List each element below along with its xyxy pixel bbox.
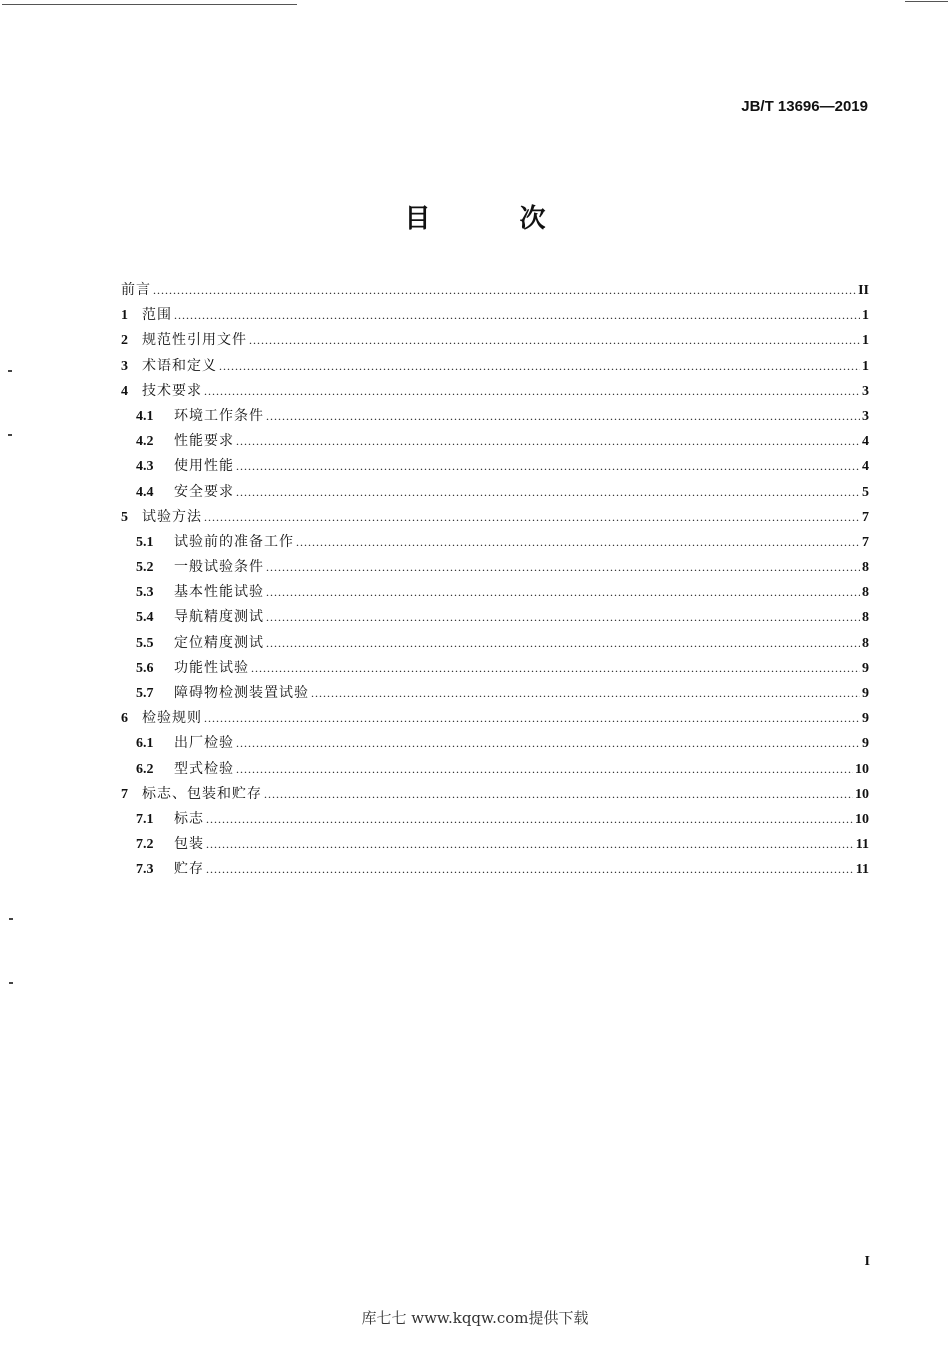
toc-entry-number: 5.6 [136, 660, 154, 676]
toc-entry-number: 4.3 [136, 459, 154, 475]
toc-entry[interactable] [121, 404, 869, 429]
toc-entry-title: 术语和定义 [142, 357, 217, 374]
toc-entry-title: 标志 [174, 810, 204, 827]
toc-entry-page: II [858, 283, 869, 298]
toc-entry-page: 9 [862, 660, 869, 676]
toc-leader-dots [266, 404, 860, 429]
scan-edge-line [2, 4, 297, 5]
toc-entry-title: 标志、包装和贮存 [142, 785, 262, 802]
toc-entry-page: 10 [855, 811, 869, 827]
toc-entry-page: 1 [862, 333, 869, 349]
toc-entry-title: 功能性试验 [174, 659, 249, 676]
scan-edge-line [905, 1, 948, 2]
toc-entry-page: 7 [862, 509, 869, 525]
toc-leader-dots [266, 631, 860, 656]
toc-entry-page: 9 [862, 736, 869, 752]
toc-entry-title: 导航精度测试 [174, 609, 264, 626]
toc-entry-page: 8 [862, 560, 869, 576]
toc-leader-dots [236, 480, 860, 505]
toc-entry[interactable] [121, 857, 869, 882]
toc-entry[interactable] [121, 328, 869, 353]
toc-entry-title: 安全要求 [174, 483, 234, 500]
toc-entry-title: 定位精度测试 [174, 634, 264, 651]
scan-speck [9, 982, 13, 984]
toc-entry-number: 6.1 [136, 736, 154, 752]
toc-leader-dots [153, 278, 856, 303]
toc-entry-title: 包装 [174, 836, 204, 853]
toc-entry-number: 7 [121, 786, 128, 802]
toc-entry-title: 试验前的准备工作 [174, 533, 294, 550]
toc-entry-number: 4.2 [136, 434, 154, 450]
toc-entry[interactable] [121, 807, 869, 832]
toc-entry[interactable] [121, 580, 869, 605]
toc-entry-number: 7.2 [136, 837, 154, 853]
toc-entry-page: 3 [862, 408, 869, 424]
toc-leader-dots [206, 857, 854, 882]
toc-leader-dots [204, 505, 860, 530]
toc-leader-dots [311, 681, 860, 706]
toc-leader-dots [266, 605, 860, 630]
toc-entry-number: 5.2 [136, 560, 154, 576]
toc-entry-title: 范围 [142, 307, 172, 324]
toc-entry[interactable] [121, 454, 869, 479]
toc-entry-page: 4 [862, 459, 869, 475]
toc-entry[interactable] [121, 605, 869, 630]
toc-entry-title: 技术要求 [142, 382, 202, 399]
toc-entry-page: 10 [855, 786, 869, 802]
toc-entry-page: 7 [862, 534, 869, 550]
toc-entry[interactable] [121, 505, 869, 530]
toc-entry-page: 11 [855, 837, 869, 853]
toc-entry[interactable] [121, 656, 869, 681]
toc-entry-number: 4 [121, 383, 128, 399]
toc-entry-title: 前言 [121, 282, 151, 298]
toc-entry-title: 规范性引用文件 [142, 332, 247, 349]
toc-entry-page: 4 [862, 434, 869, 450]
toc-leader-dots [266, 580, 860, 605]
toc-entry-number: 2 [121, 333, 128, 349]
toc-entry-number: 5.3 [136, 585, 154, 601]
toc-entry-title: 使用性能 [174, 458, 234, 475]
toc-entry-number: 5 [121, 509, 128, 525]
toc-leader-dots [296, 530, 860, 555]
toc-entry-page: 3 [862, 383, 869, 399]
toc-entry-title: 试验方法 [142, 508, 202, 525]
toc-entry-number: 7.3 [136, 862, 154, 878]
toc-entry[interactable] [121, 429, 869, 454]
toc-leader-dots [236, 454, 860, 479]
standard-code: JB/T 13696—2019 [741, 98, 868, 115]
toc-entry[interactable] [121, 354, 869, 379]
toc-entry-title: 型式检验 [174, 760, 234, 777]
toc-leader-dots [219, 354, 860, 379]
toc-entry[interactable] [121, 757, 869, 782]
toc-entry-number: 1 [121, 308, 128, 324]
toc-leader-dots [206, 807, 853, 832]
toc-entry[interactable] [121, 681, 869, 706]
toc-entry-page: 5 [862, 484, 869, 500]
toc-entry-number: 5.7 [136, 686, 154, 701]
toc-entry-title: 贮存 [174, 861, 204, 878]
toc-leader-dots [204, 379, 860, 404]
toc-entry-page: 8 [862, 610, 869, 626]
toc-entry-number: 6 [121, 711, 128, 727]
toc-entry-page: 10 [855, 761, 869, 777]
toc-leader-dots [251, 656, 860, 681]
toc-entry[interactable] [121, 530, 869, 555]
toc-entry-number: 5.4 [136, 610, 154, 626]
toc-entry-number: 5.5 [136, 635, 154, 651]
toc-entry-title: 环境工作条件 [174, 407, 264, 424]
toc-entry[interactable] [121, 278, 869, 303]
scan-speck [9, 918, 13, 920]
page-number: I [864, 1254, 870, 1269]
page-title: 目 次 [404, 204, 586, 234]
toc-entry-number: 7.1 [136, 811, 154, 827]
toc-entry-title: 出厂检验 [174, 735, 234, 752]
toc-entry[interactable] [121, 480, 869, 505]
toc-entry[interactable] [121, 555, 869, 580]
toc-entry-number: 6.2 [136, 761, 154, 777]
toc-entry[interactable] [121, 303, 869, 328]
toc-entry[interactable] [121, 706, 869, 731]
toc-entry-number: 4.4 [136, 484, 154, 500]
toc-entry-number: 5.1 [136, 534, 154, 550]
toc-entry-title: 性能要求 [174, 433, 234, 450]
scan-speck [8, 434, 12, 436]
toc-entry-title: 一般试验条件 [174, 559, 264, 576]
toc-entry-page: 1 [862, 308, 869, 324]
toc-entry[interactable] [121, 379, 869, 404]
toc-leader-dots [206, 832, 854, 857]
toc-entry-page: 8 [862, 585, 869, 601]
toc-entry-page: 8 [862, 635, 869, 651]
toc-entry-title: 基本性能试验 [174, 584, 264, 601]
scan-speck [8, 370, 12, 372]
table-of-contents [121, 278, 869, 883]
toc-leader-dots [174, 303, 860, 328]
toc-entry[interactable] [121, 782, 869, 807]
toc-leader-dots [236, 731, 860, 756]
toc-entry-title: 障碍物检测装置试验 [174, 685, 309, 701]
download-watermark: 库七七 www.kqqw.com提供下载 [361, 1309, 589, 1327]
toc-entry-page: 1 [862, 358, 869, 374]
toc-entry-page: 9 [862, 686, 869, 701]
toc-leader-dots [264, 782, 853, 807]
toc-entry[interactable] [121, 631, 869, 656]
toc-leader-dots [204, 706, 860, 731]
toc-entry-number: 4.1 [136, 408, 154, 424]
toc-entry[interactable] [121, 731, 869, 756]
toc-leader-dots [236, 429, 860, 454]
toc-leader-dots [249, 328, 860, 353]
toc-entry-number: 3 [121, 358, 128, 374]
toc-entry-page: 11 [855, 862, 869, 878]
toc-entry-title: 检验规则 [142, 710, 202, 727]
toc-leader-dots [266, 555, 860, 580]
toc-leader-dots [236, 757, 853, 782]
toc-entry-page: 9 [862, 711, 869, 727]
toc-entry[interactable] [121, 832, 869, 857]
